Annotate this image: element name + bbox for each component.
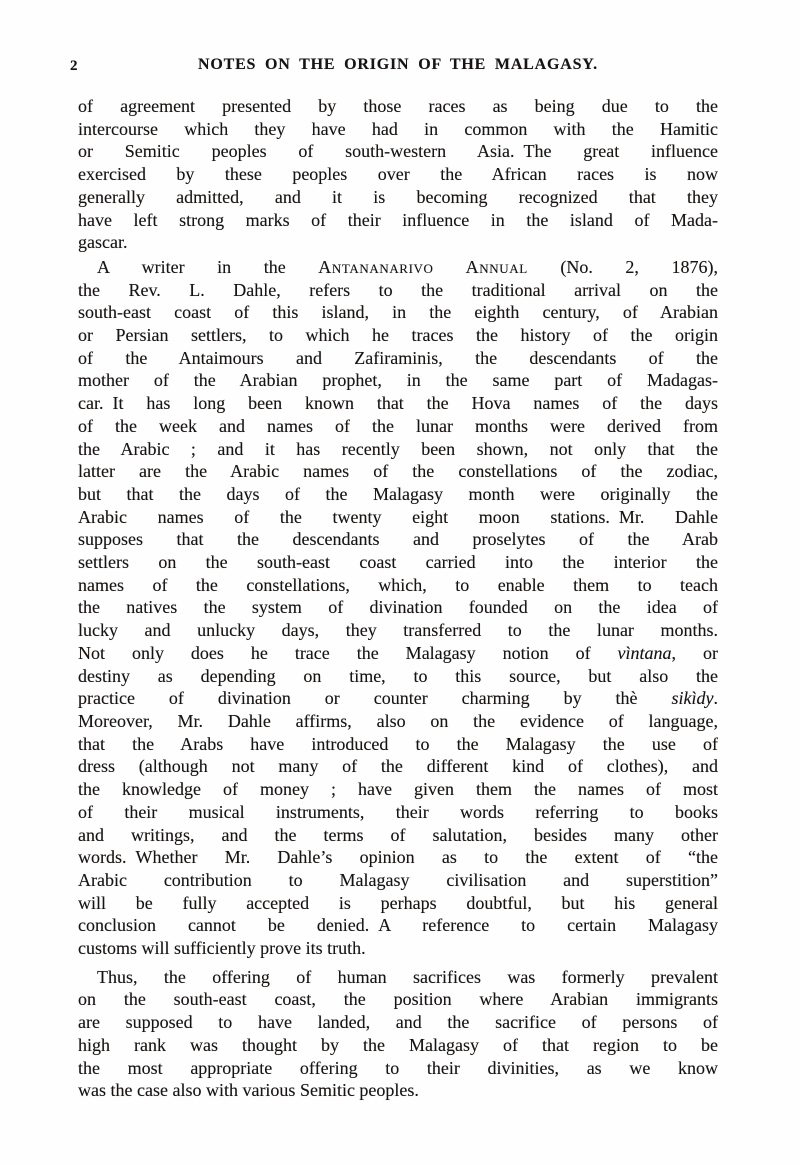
text-line [78, 619, 718, 642]
text-segment: lucky and unlucky days, they transferred to the lunar months. [78, 620, 718, 641]
paragraph [78, 966, 718, 1102]
text-segment: the Arabic ; and it has recently been shown, not only that the [78, 438, 718, 459]
text-segment: Moreover, Mr. Dahle affirms, also on the evidence of language, [78, 710, 718, 731]
text-line [78, 1011, 718, 1034]
text-line [78, 324, 718, 347]
text-line [78, 551, 718, 574]
text-line [78, 209, 718, 232]
text-segment: supposes that the descendants and proselytes of the Arab [78, 529, 718, 550]
text-segment: of the week and names of the lunar months were derived from [78, 415, 718, 436]
running-head-title: NOTES ON THE ORIGIN OF THE MALAGASY. [198, 56, 598, 73]
text-segment: the most appropriate offering to their divinities, as we know [78, 1057, 718, 1078]
text-segment: (No. 2, 1876), [527, 256, 718, 277]
text-segment: the natives the system of divination founded on the idea of [78, 597, 718, 618]
text-line [78, 392, 718, 415]
body-text [78, 95, 718, 1102]
text-segment: customs will sufficiently prove its truth. [78, 938, 366, 959]
text-line [78, 892, 718, 915]
text-line [78, 988, 718, 1011]
text-line [78, 279, 718, 302]
text-line [78, 1034, 718, 1057]
text-segment: generally admitted, and it is becoming recognized that they [78, 186, 718, 207]
text-line [78, 687, 718, 710]
text-segment: Thus, the offering of human sacrifices was formerly prevalent [97, 966, 718, 987]
text-segment: of the Antaimours and Zafiraminis, the descendants of the [78, 347, 718, 368]
text-segment: have left strong marks of their influence in the island of Mada- [78, 209, 718, 230]
text-segment: . [713, 688, 718, 709]
text-line [78, 778, 718, 801]
text-segment: intercourse which they have had in common with the Hamitic [78, 118, 718, 139]
text-line [78, 710, 718, 733]
text-segment: the knowledge of money ; have given them the names of most [78, 779, 718, 800]
text-line [78, 415, 718, 438]
text-line [78, 163, 718, 186]
italic-term: vìntana [617, 642, 672, 663]
text-line [78, 506, 718, 529]
text-line [78, 140, 718, 163]
text-segment: or Semitic peoples of south-western Asia. The great influence [78, 141, 718, 162]
small-caps-text: Antananarivo Annual [318, 256, 528, 277]
text-line [78, 347, 718, 370]
text-segment: but that the days of the Malagasy month were originally the [78, 483, 718, 504]
text-line [78, 231, 718, 254]
text-segment: of their musical instruments, their words referring to books [78, 801, 718, 822]
text-segment: mother of the Arabian prophet, in the same part of Madagas- [78, 370, 718, 391]
text-line [78, 937, 718, 960]
text-segment: exercised by these peoples over the African races is now [78, 164, 718, 185]
text-line [78, 460, 718, 483]
text-segment: latter are the Arabic names of the constellations of the zodiac, [78, 461, 718, 482]
text-segment: was the case also with various Semitic peoples. [78, 1080, 419, 1101]
italic-term: sikìdy [671, 688, 714, 709]
text-line [78, 596, 718, 619]
text-segment: Arabic names of the twenty eight moon stations. Mr. Dahle [78, 506, 718, 527]
text-segment: will be fully accepted is perhaps doubtful, but his general [78, 892, 718, 913]
text-segment: conclusion cannot be denied. A reference to certain Malagasy [78, 915, 718, 936]
text-segment: Arabic contribution to Malagasy civilisation and superstition” [78, 869, 718, 890]
page-number: 2 [70, 58, 78, 74]
text-line [78, 369, 718, 392]
text-line [78, 1079, 718, 1102]
text-segment: car. It has long been known that the Hova names of the days [78, 393, 718, 414]
text-line [78, 574, 718, 597]
paragraph [78, 95, 718, 254]
text-line [78, 824, 718, 847]
text-segment: south-east coast of this island, in the eighth century, of Arabian [78, 302, 718, 323]
text-segment: on the south-east coast, the position where Arabian immigrants [78, 989, 718, 1010]
text-segment: and writings, and the terms of salutation, besides many other [78, 824, 718, 845]
text-line [78, 642, 718, 665]
text-segment: destiny as depending on time, to this source, but also the [78, 665, 718, 686]
text-line [78, 483, 718, 506]
text-segment: settlers on the south-east coast carried into the interior the [78, 552, 718, 573]
text-segment: , or [671, 642, 718, 663]
text-line [78, 301, 718, 324]
text-line [78, 914, 718, 937]
text-segment: high rank was thought by the Malagasy of that region to be [78, 1034, 718, 1055]
text-segment: names of the constellations, which, to enable them to teach [78, 574, 718, 595]
text-segment: the Rev. L. Dahle, refers to the traditional arrival on the [78, 279, 718, 300]
text-line [78, 95, 718, 118]
paragraph [78, 256, 718, 960]
text-segment: are supposed to have landed, and the sacrifice of persons of [78, 1012, 718, 1033]
text-line [78, 1057, 718, 1080]
text-line [78, 438, 718, 461]
text-segment: Not only does he trace the Malagasy notion of [78, 642, 618, 663]
text-segment: dress (although not many of the different kind of clothes), and [78, 756, 718, 777]
text-segment: practice of divination or counter charming by thè [78, 688, 672, 709]
text-line [78, 256, 718, 279]
text-line [78, 118, 718, 141]
text-segment: words. Whether Mr. Dahle’s opinion as to the extent of “the [78, 847, 718, 868]
text-line [78, 801, 718, 824]
text-line [78, 186, 718, 209]
text-segment: or Persian settlers, to which he traces the history of the origin [78, 325, 718, 346]
text-line [78, 665, 718, 688]
text-segment: gascar. [78, 232, 128, 253]
text-line [78, 846, 718, 869]
text-line [78, 966, 718, 989]
text-segment: of agreement presented by those races as being due to the [78, 96, 718, 116]
text-line [78, 528, 718, 551]
page-header [70, 56, 718, 80]
text-line [78, 755, 718, 778]
text-line [78, 869, 718, 892]
text-segment: that the Arabs have introduced to the Malagasy the use of [78, 733, 718, 754]
text-segment: A writer in the [97, 256, 319, 277]
text-line [78, 733, 718, 756]
